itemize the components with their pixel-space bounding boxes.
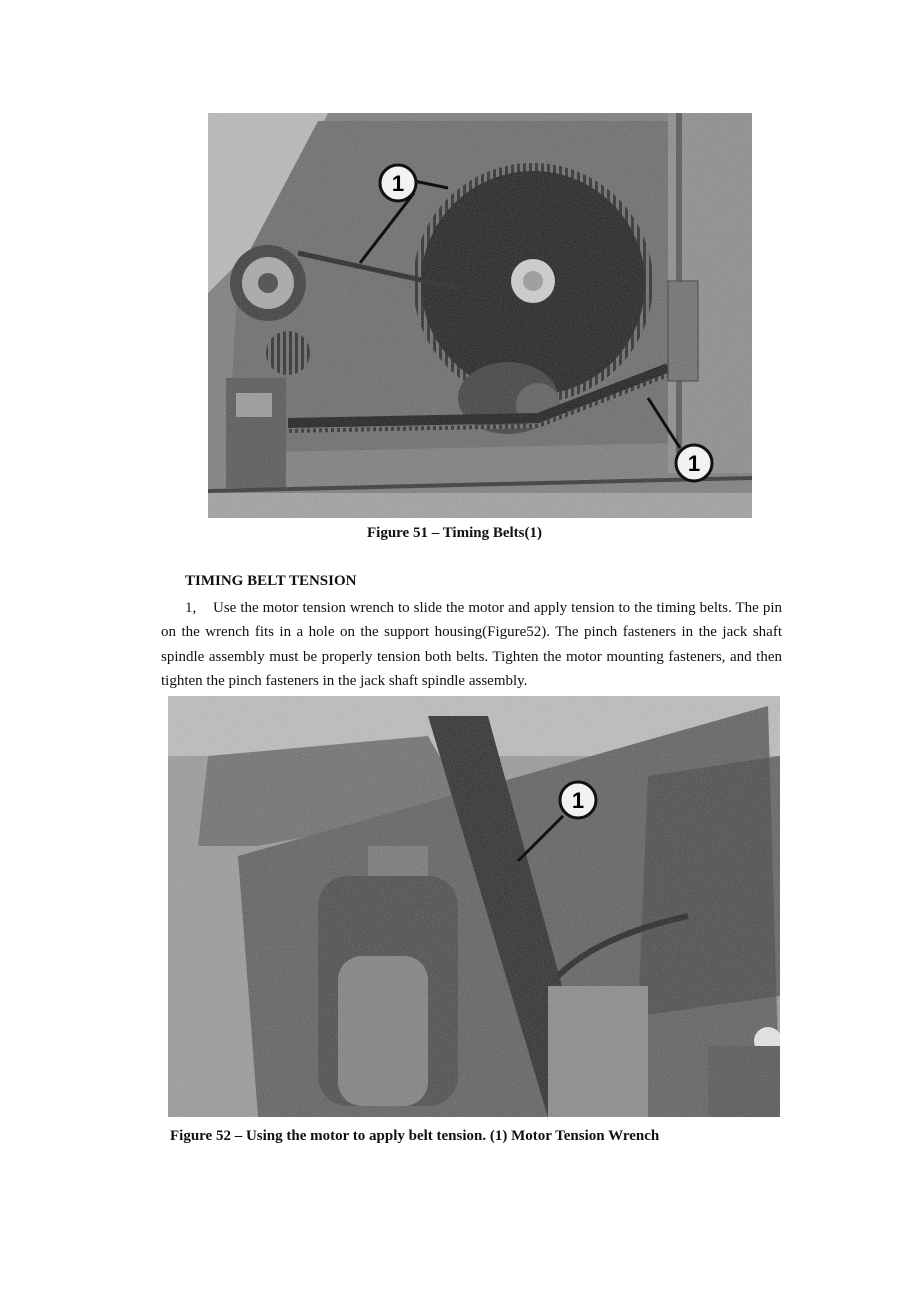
section-heading: TIMING BELT TENSION (185, 573, 357, 589)
step-number: 1, (185, 600, 197, 616)
figure-52-photo (168, 696, 780, 1117)
svg-text:1: 1 (571, 788, 585, 813)
figure-51-caption: Figure 51 – Timing Belts(1) (367, 525, 543, 541)
step-paragraph (161, 596, 782, 693)
motor-tension-wrench-photo (168, 696, 780, 1117)
timing-belts-photo (208, 113, 752, 518)
svg-text:1: 1 (687, 451, 701, 476)
figure-52-caption: Figure 52 – Using the motor to apply belt tension. (1) Motor Tension Wrench (170, 1128, 660, 1144)
svg-text:1: 1 (391, 171, 405, 196)
figure-51-photo (208, 113, 752, 518)
step-text: Use the motor tension wrench to slide the motor and apply tension to the timing belts. The pin on the wrench fits in a hole on the support housing(Figure52). The pinch fasteners in the jack shaft spindle assembly must be properly tension both belts. Tighten the motor mounting fasteners, and then tighten the pinch fasteners in the jack shaft spindle assembly. (161, 600, 782, 689)
